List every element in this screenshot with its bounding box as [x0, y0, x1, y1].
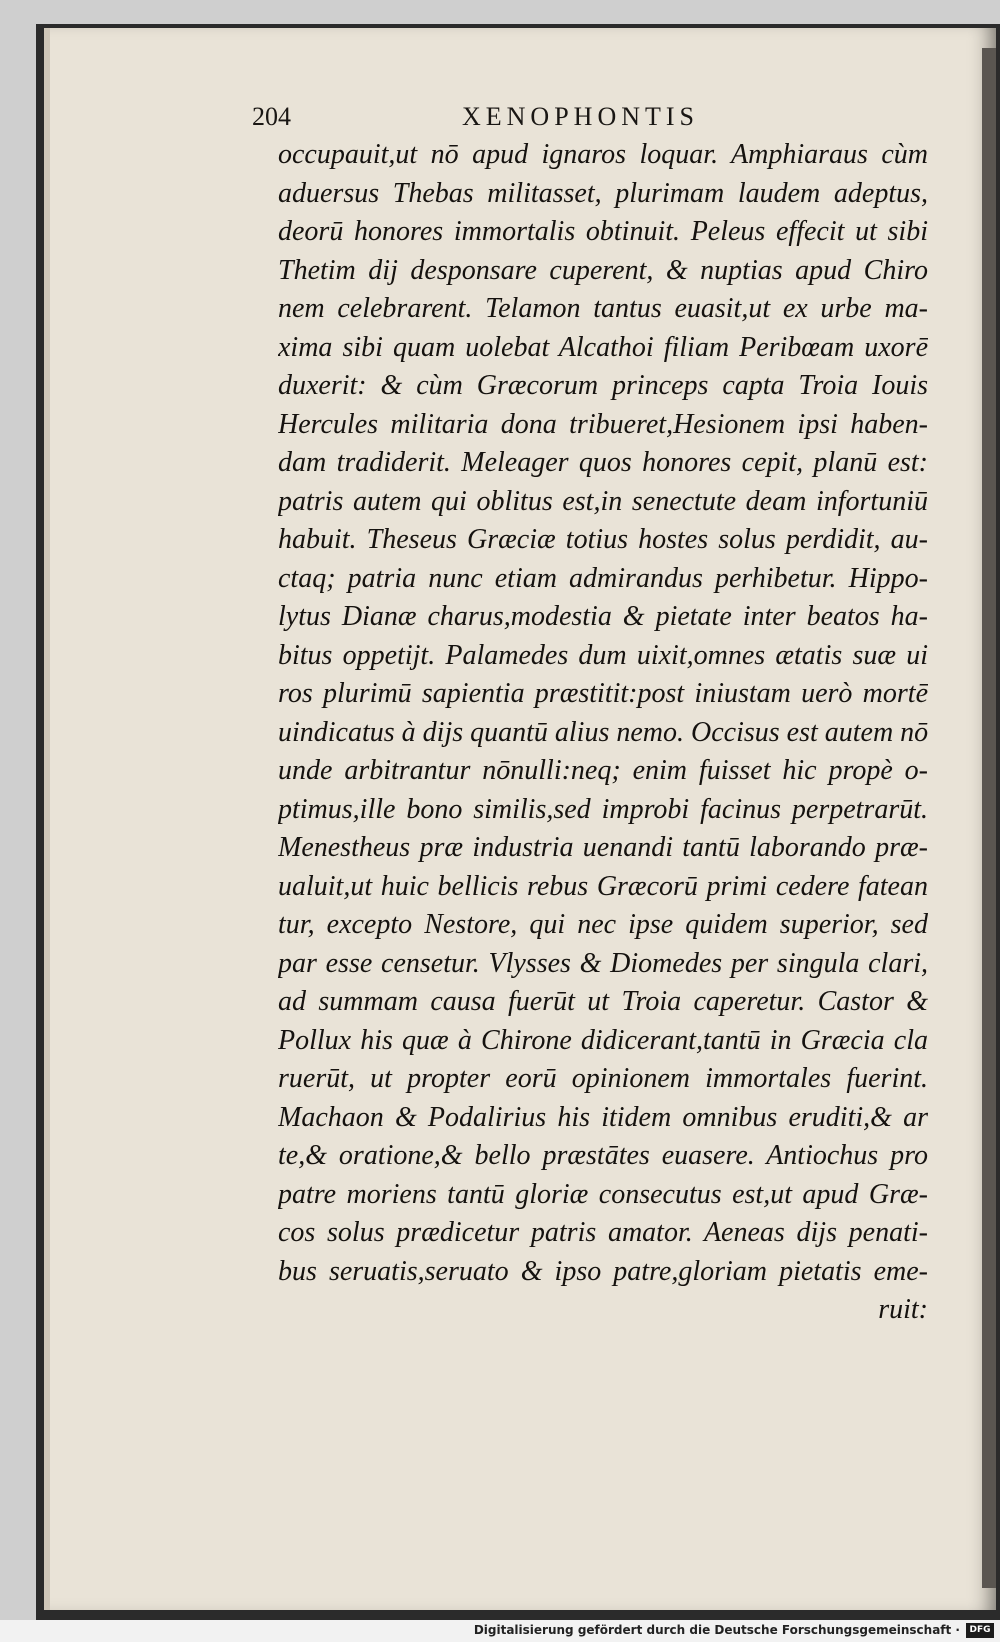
text-line: par esse censetur. Vlysses & Diomedes per singula clari, — [278, 947, 928, 979]
text-line: Pollux his quæ à Chirone didicerant,tantū in Græcia cla — [278, 1024, 928, 1056]
text-line: tur, excepto Nestore, qui nec ipse quidem superior, sed — [278, 909, 928, 940]
text-line: aduersus Thebas militasset, plurimam laudem adeptus, — [278, 177, 928, 209]
text-line: ctaq; patria nunc etiam admirandus perhibetur. Hippo- — [278, 562, 928, 594]
page-fore-edge — [982, 48, 996, 1588]
text-line: duxerit: & cùm Græcorum princeps capta Troia Iouis — [278, 370, 928, 401]
funding-credit: Digitalisierung gefördert durch die Deutsche Forschungsgemeinschaft · — [473, 1623, 960, 1637]
text-line: xima sibi quam uolebat Alcathoi filiam Peribœam uxorē — [278, 331, 928, 363]
text-line: ruerūt, ut propter eorū opinionem immortales fuerint. — [278, 1063, 928, 1094]
running-title: XENOPHONTIS — [462, 102, 699, 131]
text-line: bitus oppetijt. Palamedes dum uixit,omnes ætatis suæ ui — [278, 639, 928, 671]
text-line: habuit. Theseus Græciæ totius hostes solus perdidit, au- — [278, 524, 928, 555]
text-line: te,& oratione,& bello præstātes euasere. Antiochus pro — [278, 1140, 928, 1171]
text-line: lytus Dianæ charus,modestia & pietate inter beatos ha- — [278, 601, 928, 632]
text-line: Machaon & Podalirius his itidem omnibus eruditi,& ar — [278, 1101, 928, 1133]
text-line: deorū honores immortalis obtinuit. Peleus effecit ut sibi — [278, 216, 928, 247]
text-line: bus seruatis,seruato & ipso patre,gloriam pietatis eme- — [278, 1255, 928, 1287]
text-line: patre moriens tantū gloriæ consecutus est,ut apud Græ- — [278, 1178, 928, 1210]
text-line: occupauit,ut nō apud ignaros loquar. Amphiaraus cùm — [278, 139, 928, 170]
text-line: Hercules militaria dona tribueret,Hesionem ipsi haben- — [278, 408, 928, 440]
body-text — [278, 136, 928, 1330]
text-line: ros plurimū sapientia præstitit:post iniustam uerò mortē — [278, 678, 928, 709]
text-line: patris autem qui oblitus est,in senectute deam infortuniū — [278, 485, 928, 517]
text-line: ruit: — [878, 1294, 928, 1325]
text-line: ad summam causa fuerūt ut Troia caperetur. Castor & — [278, 986, 928, 1017]
text-line: cos solus prædicetur patris amator. Aeneas dijs penati- — [278, 1217, 928, 1248]
text-line: ualuit,ut huic bellicis rebus Græcorū primi cedere fatean — [278, 870, 928, 902]
text-line: ptimus,ille bono similis,sed improbi facinus perpetrarūt. — [278, 793, 928, 825]
page-number: 204 — [252, 102, 291, 131]
text-line: Thetim dij desponsare cuperent, & nuptias apud Chiro — [278, 254, 928, 286]
text-line: nem celebrarent. Telamon tantus euasit,ut ex urbe ma- — [278, 293, 928, 324]
dfg-logo: DFG — [966, 1623, 994, 1638]
text-line: unde arbitrantur nōnulli:neq; enim fuisset hic propè o- — [278, 755, 928, 786]
text-line: dam tradiderit. Meleager quos honores cepit, planū est: — [278, 447, 928, 478]
text-line: uindicatus à dijs quantū alius nemo. Occisus est autem nō — [278, 716, 928, 748]
digitization-footer — [0, 1620, 1000, 1642]
text-line: Menestheus præ industria uenandi tantū laborando præ- — [278, 832, 928, 863]
